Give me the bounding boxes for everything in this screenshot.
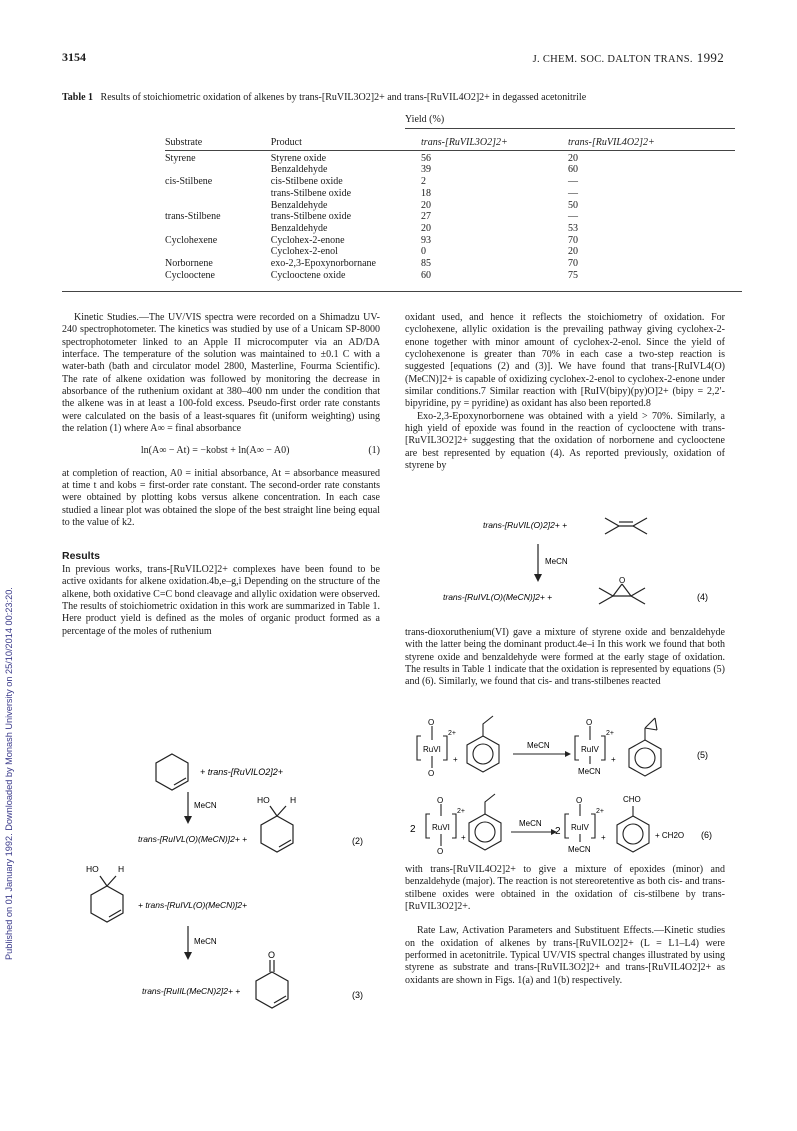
eq4-reagent: trans-[RuVIL(O)2]2+ + — [483, 520, 568, 530]
table-cell-y1: 93 — [421, 234, 432, 246]
table-cell-y1: 18 — [421, 187, 432, 199]
epoxynorbornene-paragraph: Exo-2,3-Epoxynorbornene was obtained with a yield > 70%. Similarly, a high yield of epoxide was found in the reaction of cyclooctene with trans-[RuVIL3O2]2+ suggesting that the oxidation of norbornene and cyclooctene are best represented by equation (4). As reported previously, oxidation of styrene by — [405, 410, 725, 472]
styrene-oxide-ring — [629, 740, 661, 776]
table-cell-substrate — [165, 188, 271, 200]
table-caption-text: Results of stoichiometric oxidation of alkenes by trans-[RuVIL3O2]2+ and trans-[RuVIL4O2]2+ in degassed acetonitrile — [100, 92, 587, 103]
bracket-left-5a — [417, 736, 421, 760]
eq3-reagent: + trans-[RuIVL(O)(MeCN)]2+ — [138, 900, 248, 910]
table-cell-y2: 70 — [567, 258, 578, 270]
table-cell-y1: 20 — [421, 222, 432, 234]
table-cell-y1: 2 — [421, 176, 427, 188]
column-header: Substrate — [165, 137, 203, 148]
eq4-ru-product: trans-[RuIVL(O)(MeCN)]2+ + — [443, 592, 553, 602]
eq6-plus-left: + — [461, 833, 466, 842]
styrene-ring-6 — [469, 814, 501, 850]
publication-sidebar-note: Published on 01 January 1992. Downloaded by Monash University on 25/10/2014 00:23:20. — [4, 587, 14, 960]
table-cell-y1: 0 — [421, 246, 427, 258]
eq5-ru6-left: RuVI — [423, 745, 441, 754]
stilbene-paragraph: with trans-[RuVIL4O2]2+ to give a mixture of epoxides (minor) and benzaldehyde (major). The reaction is not stereoretentive as both cis- and trans-stilbene oxides were obtained in the oxidation of cis-stilbene by trans-[RuVIL3O2]2+. — [405, 864, 725, 913]
arrow-head-5 — [565, 751, 571, 757]
table-cell-product: Cyclohex-2-enone — [270, 234, 345, 246]
table-cell-product: Styrene oxide — [270, 152, 327, 164]
table-bottom-rule — [62, 291, 742, 292]
table-cell-substrate — [165, 164, 271, 176]
eq4-number: (4) — [697, 592, 708, 602]
eq4-mecn: MeCN — [545, 557, 568, 566]
table-cell-y2: — — [567, 187, 578, 199]
table-header-row — [165, 137, 735, 149]
cyclohexene-ring — [156, 754, 188, 790]
eq6-number: (6) — [701, 830, 712, 840]
table-head-rule — [165, 150, 735, 151]
eq6-ch2o: + CH2O — [655, 831, 685, 840]
table-cell-y1: 39 — [421, 164, 432, 176]
table-cell-substrate: Styrene — [165, 152, 196, 164]
table-cell-product: trans-Stilbene oxide — [270, 187, 352, 199]
table-cell-substrate — [165, 246, 271, 258]
eq3-number: (3) — [352, 990, 363, 1000]
arrow-head-4 — [534, 574, 542, 582]
table-cell-product: Benzaldehyde — [270, 199, 328, 211]
results-heading: Results — [62, 549, 100, 562]
yield-rule — [405, 128, 735, 129]
table-cell-y1: 27 — [421, 211, 432, 223]
cyclohexene-paragraph: oxidant used, and hence it reflects the stoichiometry of oxidation. For cyclohexene, allylic oxidation is the prevailing pathway giving cyclohex-2-enone together with minor amount of cyclohex-2-enol. Since the yield of cyclohexenone is greater than 70% in each case a two-step reaction is suggested [equations (2) and (3)]. We have found that trans-[RuIVL4(O)(MeCN)]2+ is capable of oxidizing cyclohex-2-enol to cyclohex-2-enone under similar conditions.7 Similar reaction with [RuIV(bipy)(py)O]2+ (bipy = 2,2′-bipyridine, py = pyridine) as oxidant has also been reported.8 — [405, 312, 725, 410]
epoxide-structure — [599, 588, 613, 596]
right-column-top — [405, 312, 725, 472]
journal-name: J. CHEM. SOC. DALTON TRANS. — [532, 54, 693, 65]
table-cell-y2: 50 — [567, 199, 578, 211]
table-cell-substrate: Cyclooctene — [165, 269, 215, 281]
table-cell-product: cis-Stilbene oxide — [270, 176, 343, 188]
page-number: 3154 — [62, 50, 86, 64]
table-cell-substrate: Cyclohexene — [165, 234, 218, 246]
eq5-plus-right: + — [611, 755, 616, 764]
eq3-mecn: MeCN — [194, 937, 217, 946]
table-row — [165, 188, 735, 200]
eq2-mecn: MeCN — [194, 801, 217, 810]
eq6-plus-right: + — [601, 833, 606, 842]
scheme-equations-2-3 — [62, 740, 382, 1010]
styrene-ring-5 — [467, 736, 499, 772]
eq5-ru4-right: RuIV — [581, 745, 599, 754]
eq2-number: (2) — [352, 836, 363, 846]
eq5-o-bottom: O — [428, 769, 435, 778]
right-column-mid — [405, 627, 725, 689]
eq5-mecn-ligand: MeCN — [578, 767, 601, 776]
eq5-o-top: O — [428, 718, 435, 727]
table-cell-y2: — — [567, 211, 578, 223]
yield-header: Yield (%) — [405, 114, 445, 125]
benzaldehyde-ring — [617, 816, 649, 852]
cyclohexenol-ring-2 — [91, 886, 123, 922]
eq6-coefficient-right: 2 — [555, 826, 561, 837]
table-row — [165, 153, 735, 165]
table-cell-substrate: cis-Stilbene — [165, 176, 213, 188]
bracket-left-6a — [426, 814, 430, 838]
running-header — [0, 50, 724, 66]
table-cell-product: exo-2,3-Epoxynorbornane — [270, 258, 376, 270]
table-cell-substrate: trans-Stilbene — [165, 211, 221, 223]
eq2-h-label: H — [290, 795, 297, 805]
table-row — [165, 235, 735, 247]
kinetic-continuation-paragraph: at completion of reaction, A0 = initial absorbance, At = absorbance measured at time t and kobs = first-order rate constant. The second-order rate constants were obtained by plotting kobs versus alkene concentration. In each case studied a linear plot was obtained the slope of the best straight line being equal to the value of k2. — [62, 467, 380, 529]
table-cell-substrate — [165, 200, 271, 212]
table-cell-y2: 70 — [567, 234, 578, 246]
table-caption — [62, 92, 742, 103]
eq6-o-bottom: O — [437, 847, 444, 856]
column-header: trans-[RuVIL4O2]2+ — [567, 137, 655, 148]
table-cell-y2: 20 — [567, 152, 578, 164]
left-column — [62, 312, 380, 638]
table-cell-product: Cyclooctene oxide — [270, 269, 346, 281]
table-cell-y1: 20 — [421, 199, 432, 211]
arrow-head-2 — [184, 816, 192, 824]
results-paragraph: In previous works, trans-[RuVILO2]2+ complexes have been found to be active oxidants for alkene oxidation.4b,e–g,i Depending on the structure of the alkene, both oxidative C=C bond cleavage and allylic oxidation were observed. The results of stoichiometric oxidation in this work are summarized in Table 1. Here product yield is defined as the moles of organic product formed as a percentage of the moles of ruthenium — [62, 563, 380, 637]
eq5-number: (5) — [697, 750, 708, 760]
eq5-plus-left: + — [453, 755, 458, 764]
eq6-charge-right: 2+ — [596, 808, 604, 815]
table-row — [165, 211, 735, 223]
equation-1-number: (1) — [368, 445, 380, 457]
eq3-ho-label: HO — [86, 864, 99, 874]
table-cell-y1: 85 — [421, 258, 432, 270]
scheme-equation-4 — [405, 506, 725, 624]
eq6-o-top: O — [437, 796, 444, 805]
table-row — [165, 258, 735, 270]
eq6-charge-left: 2+ — [457, 808, 465, 815]
eq5-mecn-arrow: MeCN — [527, 741, 550, 750]
eq6-cho-label: CHO — [623, 795, 641, 804]
table-cell-y1: 56 — [421, 152, 432, 164]
eq6-mecn-arrow: MeCN — [519, 819, 542, 828]
table-cell-y2: 60 — [567, 164, 578, 176]
kinetic-studies-paragraph: Kinetic Studies.—The UV/VIS spectra were recorded on a Shimadzu UV-240 spectrophotometer. The kinetics was studied by use of a Unicam SP-8000 spectrophotometer linked to an Apple II microcomputer via an AD/DA interface. The temperature of the solution was maintained to ±0.1 C with a water-bath (bath and circulator model 2800, Masterline, Fourma Scientific). The rate of alkene oxidation was followed by monitoring the decrease in absorbance of the ruthenium oxidant at 380–400 nm under the condition that the alkene was in at least a 100-fold excess. Pseudo-first order rate constants were calculated on the basis of a least-squares fit (uniform weighting) using the relation (1) where A∞ = final absorbance — [62, 312, 380, 435]
eq6-ru4-right: RuIV — [571, 823, 589, 832]
eq3-h-label: H — [118, 864, 125, 874]
table-cell-product: Cyclohex-2-enol — [270, 246, 338, 258]
table-cell-y2: 75 — [567, 269, 578, 281]
table-row — [165, 176, 735, 188]
eq6-ru6-left: RuVI — [432, 823, 450, 832]
eq6-coefficient-left: 2 — [410, 824, 416, 835]
eq6-o-right: O — [576, 796, 583, 805]
styrene-paragraph: trans-dioxoruthenium(VI) gave a mixture of styrene oxide and benzaldehyde with the latter being the dominant product.4e–i In this work we found that both styrene oxide and benzaldehyde were formed at the early stage of oxidation. The results in Table 1 indicate that the oxidation is represented by equations (5) and (6). Similarly, we found that cis- and trans-stilbenes reacted — [405, 627, 725, 688]
cyclohexenone-ring — [256, 972, 288, 1008]
arrow-head-3 — [184, 952, 192, 960]
table-cell-y2: 53 — [567, 222, 578, 234]
table-cell-product: Benzaldehyde — [270, 222, 328, 234]
eq5-charge-left: 2+ — [448, 730, 456, 737]
table-row — [165, 270, 735, 282]
table-cell-product: trans-Stilbene oxide — [270, 211, 352, 223]
eq5-o-right: O — [586, 718, 593, 727]
table-row — [165, 246, 735, 258]
table-cell-substrate: Norbornene — [165, 258, 213, 270]
results-table — [165, 137, 735, 281]
eq4-o-label: O — [619, 576, 626, 585]
table-row — [165, 223, 735, 235]
column-header: Product — [270, 137, 302, 148]
right-column-bottom — [405, 864, 725, 987]
scheme-equations-5-6 — [405, 696, 725, 861]
journal-year: 1992 — [696, 50, 724, 65]
equation-1-text: ln(A∞ − At) = −kobst + ln(A∞ − A0) — [140, 445, 290, 457]
rate-law-paragraph: Rate Law, Activation Parameters and Substituent Effects.—Kinetic studies on the oxidation of alkenes by trans-[RuVILO2]2+ (L = L1–L4) were performed in acetonitrile. Typical UV/VIS spectral changes illustrated by using styrene as substrate and trans-[RuVIL3O2]2+ and trans-[RuVIL4O2]2+ as oxidants are shown in Figs. 1(a) and 1(b) respectively. — [405, 925, 725, 986]
eq2-ho-label: HO — [257, 795, 270, 805]
eq5-charge-right: 2+ — [606, 730, 614, 737]
eq2-ru-product: trans-[RuIVL(O)(MeCN)]2+ + — [138, 834, 248, 844]
eq3-ru-product: trans-[RuIIL(MeCN)2]2+ + — [142, 986, 241, 996]
table-label: Table 1 — [62, 92, 94, 103]
table-cell-y2: 20 — [567, 246, 578, 258]
table-cell-product: Benzaldehyde — [270, 164, 328, 176]
table-cell-substrate — [165, 223, 271, 235]
eq3-o-label: O — [268, 950, 276, 960]
table-cell-y1: 60 — [421, 269, 432, 281]
eq2-reagent: + trans-[RuVILO2]2+ — [200, 767, 284, 777]
table-row — [165, 200, 735, 212]
eq6-mecn-ligand: MeCN — [568, 845, 591, 854]
table-cell-y2: — — [567, 176, 578, 188]
cyclohexenol-ring — [261, 816, 293, 852]
equation-1 — [62, 445, 380, 457]
table-row — [165, 164, 735, 176]
column-header: trans-[RuVIL3O2]2+ — [421, 137, 508, 148]
